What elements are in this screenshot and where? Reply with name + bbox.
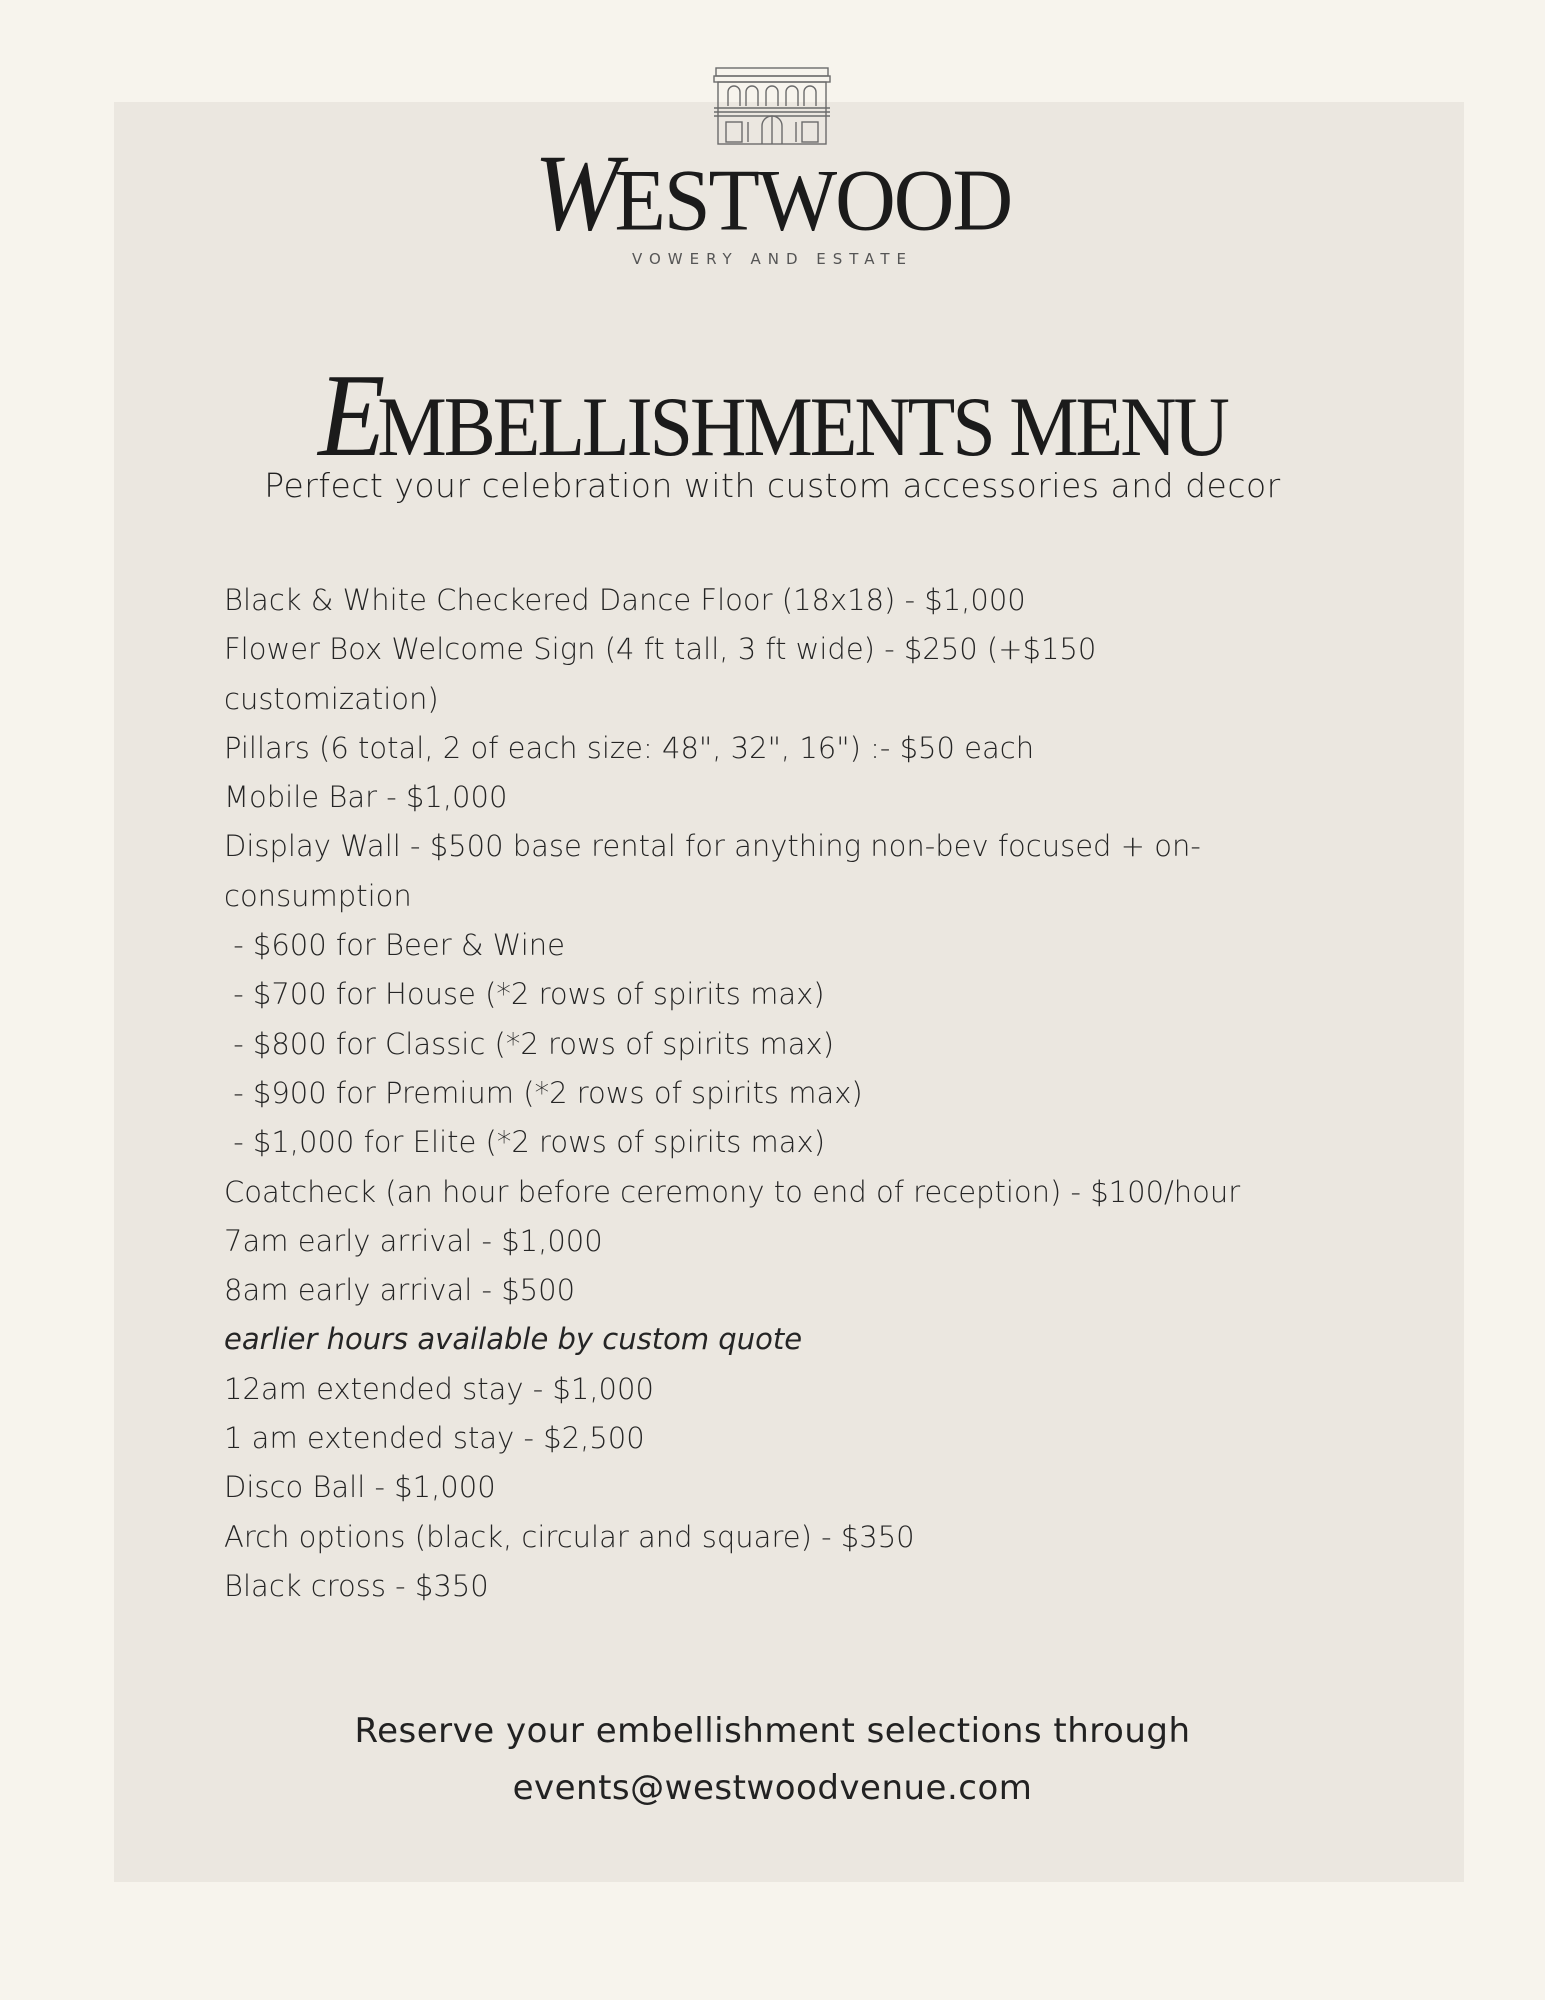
- list-item: 1 am extended stay - $2,500: [224, 1421, 645, 1456]
- logo-swash-letter: W: [533, 133, 615, 254]
- list-item: 7am early arrival - $1,000: [224, 1223, 603, 1258]
- footer-text: Reserve your embellishment selections through: [354, 1711, 1191, 1751]
- list-item: Flower Box Welcome Sign (4 ft tall, 3 ft wide) - $250 (+$150: [224, 632, 1097, 667]
- contact-email-link[interactable]: events@westwoodvenue.com: [512, 1768, 1033, 1808]
- list-item: Arch options (black, circular and square) - $350: [224, 1519, 915, 1554]
- list-item: 12am extended stay - $1,000: [224, 1371, 654, 1406]
- logo-word-rest: ESTWOOD: [614, 152, 1012, 250]
- list-item: Display Wall - $500 base rental for anything non-bev focused + on-: [224, 829, 1201, 864]
- list-item: Mobile Bar - $1,000: [224, 780, 508, 815]
- list-item: Disco Ball - $1,000: [224, 1470, 496, 1505]
- venue-logo-wordmark: [0, 133, 1545, 254]
- reservation-footer: [0, 1703, 1545, 1817]
- list-item: Coatcheck (an hour before ceremony to end of reception) - $100/hour: [224, 1174, 1241, 1209]
- list-item: Black & White Checkered Dance Floor (18x18) - $1,000: [224, 583, 1026, 617]
- list-item: - $700 for House (*2 rows of spirits max): [224, 977, 825, 1012]
- list-item: consumption: [224, 878, 412, 913]
- list-item: Pillars (6 total, 2 of each size: 48", 32", 16") :- $50 each: [224, 730, 1035, 765]
- page-subtitle: Perfect your celebration with custom accessories and decor: [264, 466, 1281, 505]
- list-item-note: earlier hours available by custom quote: [224, 1322, 803, 1357]
- list-item: - $900 for Premium (*2 rows of spirits max): [224, 1075, 863, 1110]
- list-item: - $1,000 for Elite (*2 rows of spirits max): [224, 1125, 826, 1160]
- title-swash-letter: E: [318, 349, 378, 481]
- list-item: Black cross - $350: [224, 1568, 489, 1603]
- logo-tagline: VOWERY AND ESTATE: [631, 250, 914, 268]
- list-item: - $600 for Beer & Wine: [224, 928, 565, 963]
- title-rest: MBELLISHMENTS MENU: [377, 379, 1227, 474]
- menu-items-list: [224, 576, 1304, 1611]
- page-title: [0, 349, 1545, 481]
- list-item: customization): [224, 681, 439, 716]
- list-item: 8am early arrival - $500: [224, 1273, 576, 1308]
- list-item: - $800 for Classic (*2 rows of spirits max): [224, 1026, 835, 1061]
- building-logo-icon: [712, 64, 832, 148]
